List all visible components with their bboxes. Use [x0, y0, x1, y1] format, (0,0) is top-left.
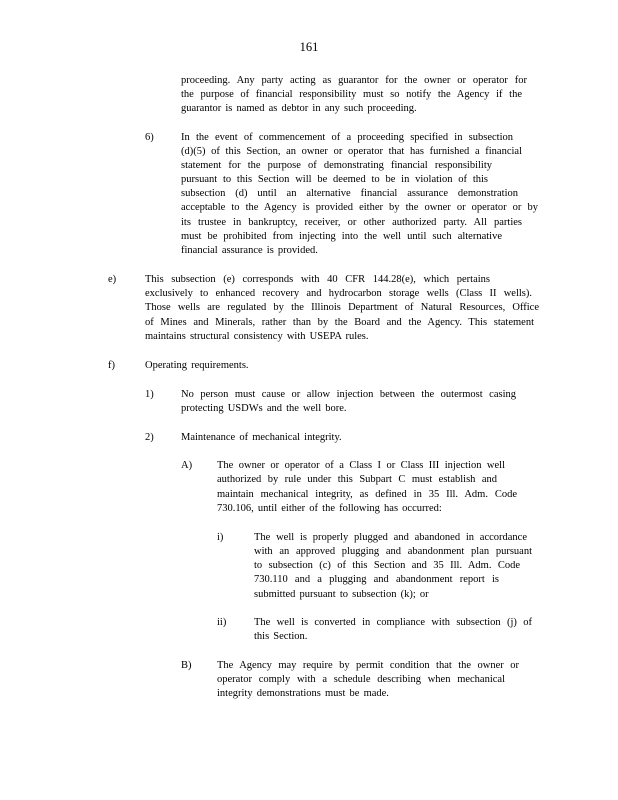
- text-line: pursuant to this Section will be deemed to be in violation of this: [181, 174, 488, 185]
- text-line: the purpose of financial responsibility must so notify the Agency if the: [181, 89, 522, 100]
- text-line: Those wells are regulated by the Illinois Department of Natural Resources, Office: [145, 302, 539, 313]
- item-label: B): [181, 660, 192, 671]
- text-line: 730.110 and a plugging and abandonment report is: [254, 574, 499, 585]
- item-label: i): [217, 532, 224, 543]
- text-line: The well is converted in compliance with subsection (j) of: [254, 617, 532, 628]
- text-line: guarantor is named as debtor in any such proceeding.: [181, 103, 417, 114]
- text-line: must be prohibited from injecting into the well until such alternative: [181, 231, 502, 242]
- subsection-label: e): [108, 274, 117, 285]
- item-label: ii): [217, 617, 227, 628]
- text-line: In the event of commencement of a proceeding specified in subsection: [181, 132, 513, 143]
- item-label: 1): [145, 389, 154, 400]
- text-line: authorized by rule under this Subpart C must establish and: [217, 474, 497, 485]
- item-label: 6): [145, 132, 154, 143]
- text-line: statement for the purpose of demonstrating financial responsibility: [181, 160, 492, 171]
- text-line: The well is properly plugged and abandoned in accordance: [254, 532, 527, 543]
- text-line: this Section.: [254, 631, 308, 642]
- item-label: 2): [145, 432, 154, 443]
- text-line: of Mines and Minerals, rather than by the Board and the Agency. This statement: [145, 317, 534, 328]
- text-line: 730.106, until either of the following has occurred:: [217, 503, 442, 514]
- text-line: acceptable to the Agency is provided either by the owner or operator or by: [181, 202, 538, 213]
- page-number: 161: [299, 40, 319, 54]
- text-line: subsection (d) until an alternative financial assurance demonstration: [181, 188, 518, 199]
- item-label: A): [181, 460, 193, 471]
- text-line: integrity demonstrations must be made.: [217, 688, 389, 699]
- text-line: maintain mechanical integrity, as defined in 35 Ill. Adm. Code: [217, 489, 517, 500]
- text-line: Maintenance of mechanical integrity.: [181, 432, 342, 443]
- text-line: exclusively to enhanced recovery and hydrocarbon storage wells (Class II wells).: [145, 288, 532, 299]
- subsection-label: f): [108, 360, 115, 371]
- text-line: No person must cause or allow injection between the outermost casing: [181, 389, 516, 400]
- section-heading: Operating requirements.: [145, 360, 249, 371]
- text-line: financial assurance is provided.: [181, 245, 318, 256]
- text-line: This subsection (e) corresponds with 40 CFR 144.28(e), which pertains: [145, 274, 490, 285]
- text-line: to subsection (c) of this Section and 35 Ill. Adm. Code: [254, 560, 520, 571]
- text-line: The owner or operator of a Class I or Class III injection well: [217, 460, 505, 471]
- text-line: submitted pursuant to subsection (k); or: [254, 589, 429, 600]
- text-line: proceeding. Any party acting as guarantor for the owner or operator for: [181, 75, 527, 86]
- text-line: operator comply with a schedule describing when mechanical: [217, 674, 505, 685]
- text-line: (d)(5) of this Section, an owner or operator that has furnished a financial: [181, 146, 522, 157]
- text-line: with an approved plugging and abandonment plan pursuant: [254, 546, 532, 557]
- text-line: maintains structural consistency with USEPA rules.: [145, 331, 369, 342]
- text-line: its trustee in bankruptcy, receiver, or other authorized party. All parties: [181, 217, 522, 228]
- text-line: protecting USDWs and the well bore.: [181, 403, 347, 414]
- text-line: The Agency may require by permit condition that the owner or: [217, 660, 519, 671]
